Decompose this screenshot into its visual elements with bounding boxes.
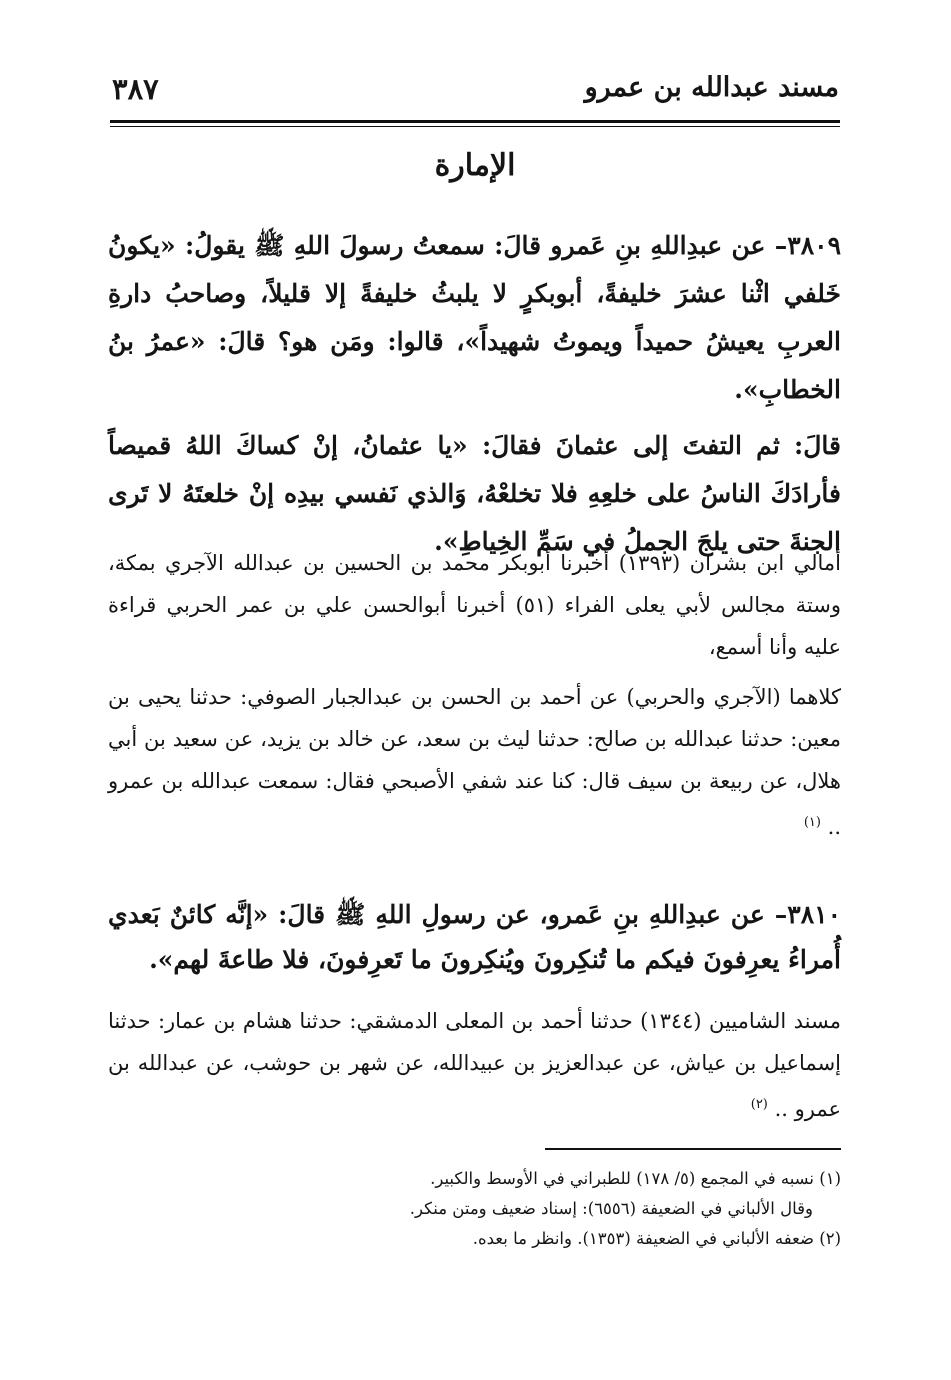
page-number: ٣٨٧ — [112, 72, 159, 106]
source-3809 — [108, 542, 841, 848]
hadith-3810-paragraph: ٣٨١٠– عن عبدِاللهِ بنِ عَمرو، عن رسولِ اللهِ ﷺ قالَ: «إنَّه كائنٌ بَعدي أُمراءُ يعرِفونَ فيكم ما تُنكِرونَ ويُنكِرونَ ما تَعرِفونَ، فلا طاعةَ لهم». — [108, 900, 841, 974]
header-rule-thin — [110, 126, 840, 127]
footnote-2: (٢) ضعفه الألباني في الضعيفة (١٣٥٣). وانظر ما بعده. — [472, 1229, 841, 1248]
header-rule-thick — [110, 120, 840, 123]
footnote-1-continued: وقال الألباني في الضعيفة (٦٥٥٦): إسناد ضعيف ومتن منكر. — [409, 1199, 813, 1218]
section-title: الإمارة — [434, 148, 516, 183]
hadith-3809-paragraph-2: قالَ: ثم التفتَ إلى عثمانَ فقالَ: «يا عثمانُ، إنْ كساكَ اللهُ قميصاً فأرادَكَ الناسُ على خلعِهِ فلا تخلعْهُ، وَالذي نَفسي بيدِه إنْ خلعتَهُ لا تَرى الجنةَ حتى يلجَ الجملُ في سَمِّ الخِياطِ». — [108, 431, 842, 556]
footnote-ref-2[interactable]: (٢) — [750, 1097, 768, 1112]
footnotes — [108, 1164, 841, 1254]
source-3809-paragraph-1: أمالي ابن بشران (١٣٩٣) أخبرنا أبوبكر محمد بن الحسين بن عبدالله الآجري بمكة، وستة مجالس لأبي يعلى الفراء (٥١) أخبرنا أبوالحسن علي بن عمر الحربي قراءة عليه وأنا أسمع، — [108, 551, 842, 659]
footnote-ref-1[interactable]: (١) — [803, 815, 821, 830]
hadith-3809-paragraph-1: ٣٨٠٩– عن عبدِاللهِ بنِ عَمرو قالَ: سمعتُ رسولَ اللهِ ﷺ يقولُ: «يكونُ خَلفي اثْنا عشرَ خليفةً، أبوبكرٍ لا يلبثُ خليفةً إلا قليلاً، وصاحبُ دارةِ العربِ يعيشُ حميداً ويموتُ شهيداً»، قالوا: ومَن هو؟ قالَ: «عمرُ بنُ الخطابِ». — [108, 231, 841, 404]
source-3809-paragraph-2 — [108, 676, 841, 848]
footnote-separator — [545, 1148, 841, 1150]
hadith-3809 — [108, 222, 841, 566]
source-3810-paragraph — [108, 1000, 841, 1130]
running-header — [112, 72, 839, 112]
hadith-3810 — [108, 892, 841, 982]
source-3809-chain: كلاهما (الآجري والحربي) عن أحمد بن الحسن بن عبدالجبار الصوفي: حدثنا يحيى بن معين: حدثنا عبدالله بن صالح: حدثنا ليث بن سعد، عن خالد بن يزيد، عن سعيد بن أبي هلال، عن ربيعة بن سيف قال: كنا عند شفي الأصبحي فقال: سمعت عبدالله بن عمرو .. — [108, 685, 841, 839]
source-3810 — [108, 1000, 841, 1130]
source-3810-chain: مسند الشاميين (١٣٤٤) حدثنا أحمد بن المعلى الدمشقي: حدثنا هشام بن عمار: حدثنا إسماعيل بن عياش، عن عبدالعزيز بن عبيدالله، عن شهر بن حوشب، عن عبدالله بن عمرو .. — [108, 1009, 841, 1121]
book-title: مسند عبدالله بن عمرو — [584, 72, 839, 103]
footnote-1: (١) نسبه في المجمع (٥/ ١٧٨) للطبراني في الأوسط والكبير. — [430, 1169, 841, 1188]
